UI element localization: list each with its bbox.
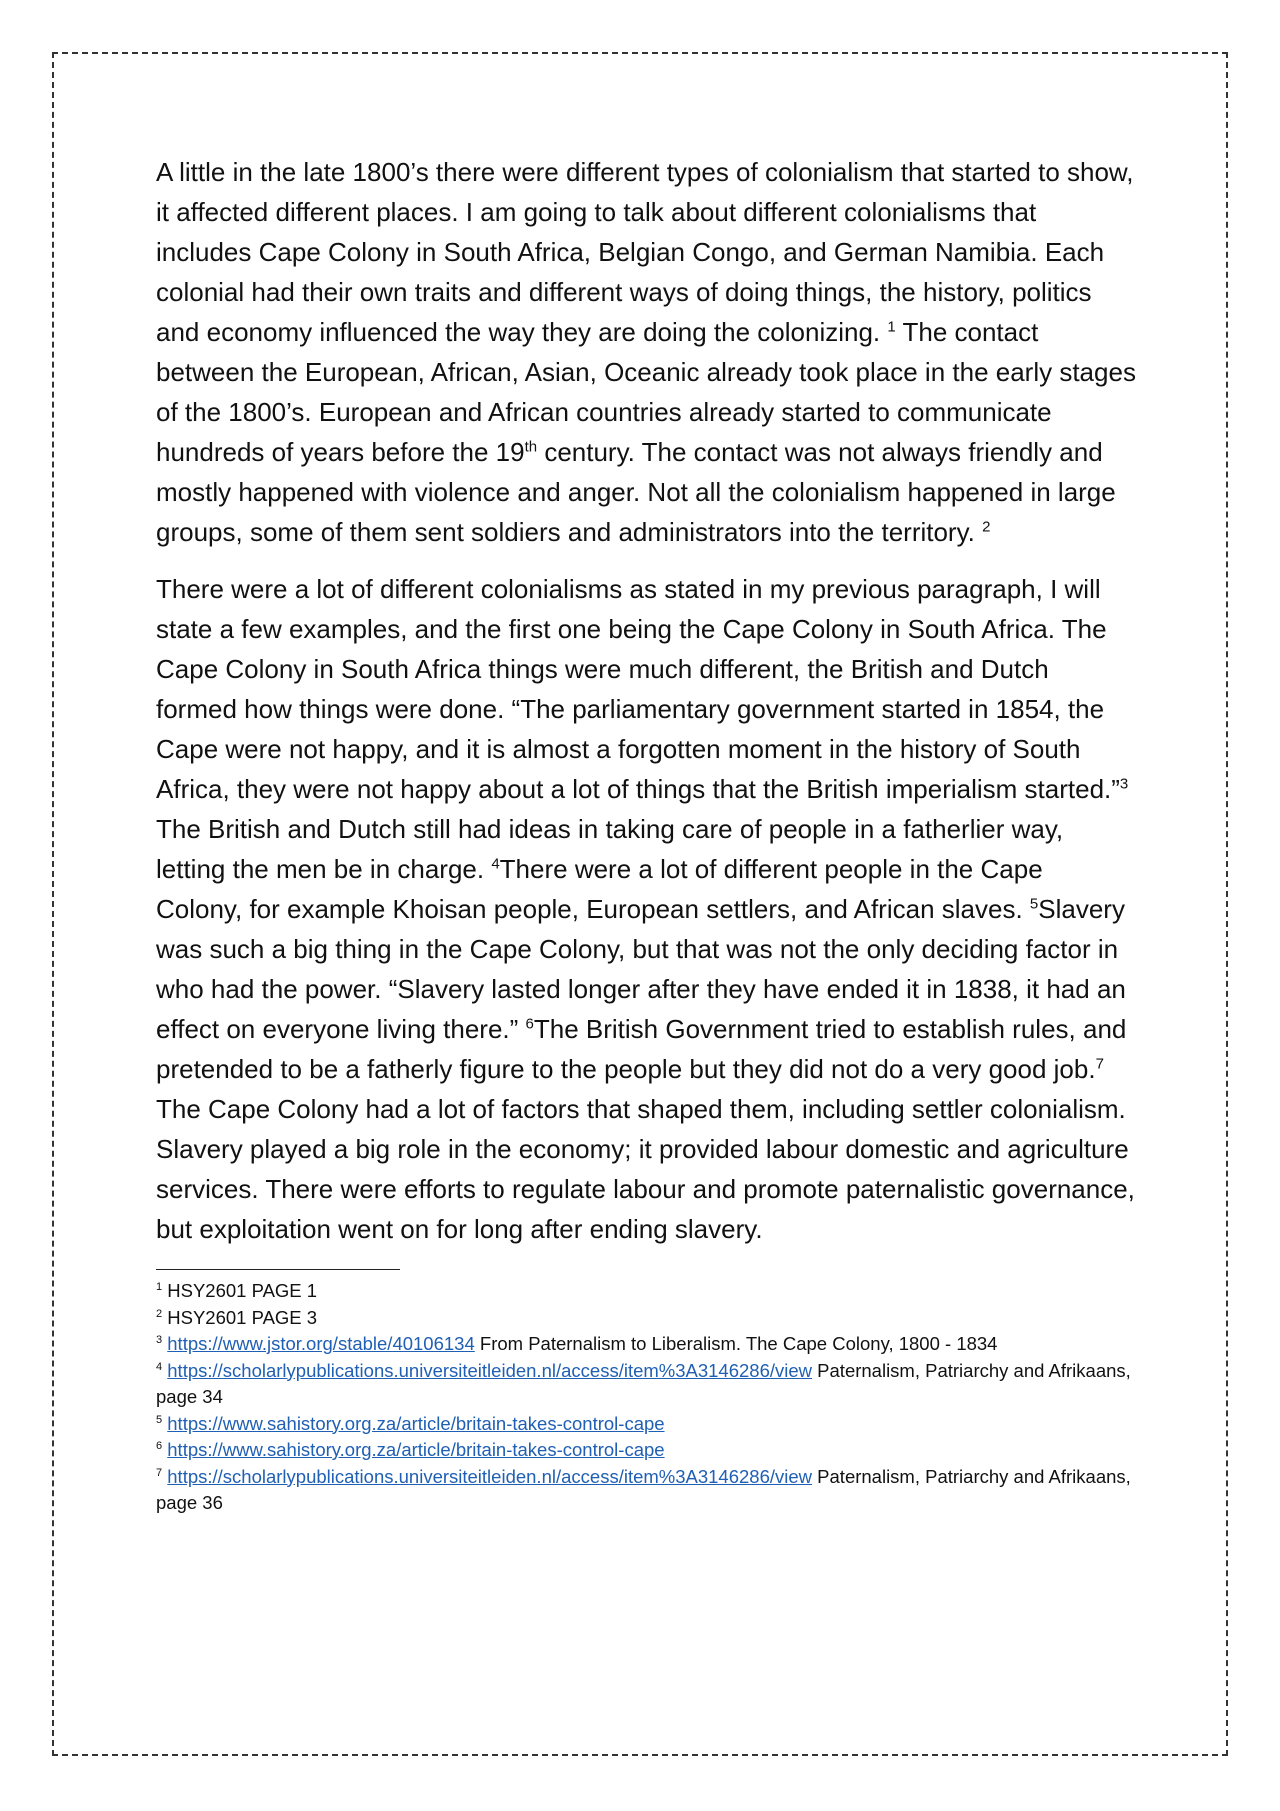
footnote-text: Paternalism, Patriarchy and Afrikaans, page 34 bbox=[156, 1359, 1131, 1407]
paragraph-text: A little in the late 1800’s there were different types of colonialism that started to show, it affected different places. I am going to talk about different colonialisms that includes Cape Colony in South Africa, Belgian Congo, and German Namibia. Each colonial had their own traits and different ways of doing things, the history, politics and economy influenced the way they are doing the colonizing. bbox=[156, 157, 1134, 347]
paragraph-text: The contact between the European, African, Asian, Oceanic already took place in the early stages of the 1800’s. European and African countries already started to communicate hundreds of years before the 19 bbox=[156, 317, 1136, 467]
footnote-number: 6 bbox=[156, 1439, 163, 1452]
footnote-link[interactable]: https://www.sahistory.org.za/article/britain-takes-control-cape bbox=[167, 1439, 665, 1460]
footnote-1 bbox=[156, 1278, 1136, 1305]
paragraph-text: The British and Dutch still had ideas in taking care of people in a fatherlier way, letting the men be in charge. bbox=[156, 814, 1064, 884]
footnote-7 bbox=[156, 1464, 1136, 1517]
paragraph-text: The British Government tried to establish rules, and pretended to be a fatherly figure to the people but they did not do a very good job. bbox=[156, 1014, 1127, 1084]
body-text bbox=[156, 152, 1136, 1249]
paragraph-text: There were a lot of different colonialisms as stated in my previous paragraph, I will state a few examples, and the first one being the Cape Colony in South Africa. The Cape Colony in South Africa things were much different, the British and Dutch formed how things were done. “The parliamentary government started in 1854, the Cape were not happy, and it is almost a forgotten moment in the history of South Africa, they were not happy about a lot of things that the British imperialism started.” bbox=[156, 574, 1120, 804]
footnote-text: From Paternalism to Liberalism. The Cape Colony, 1800 - 1834 bbox=[474, 1333, 998, 1354]
footnote-text: Paternalism, Patriarchy and Afrikaans, page 36 bbox=[156, 1465, 1131, 1513]
footnote-link[interactable]: https://www.sahistory.org.za/article/britain-takes-control-cape bbox=[167, 1412, 665, 1434]
footnote-separator bbox=[156, 1269, 400, 1270]
footnote-link[interactable]: https://scholarlypublications.universiteitleiden.nl/access/item%3A3146286/view bbox=[167, 1465, 813, 1487]
footnote-number: 1 bbox=[156, 1280, 163, 1293]
footnote-ref-th: th bbox=[524, 438, 538, 456]
paragraph-2 bbox=[156, 569, 1136, 1249]
footnote-number: 5 bbox=[156, 1413, 163, 1426]
footnote-ref-1: 1 bbox=[887, 318, 896, 336]
paragraph-text: century. The contact was not always friendly and mostly happened with violence and anger. Not all the colonialism happened in large groups, some of them sent soldiers and administrators into the territory. bbox=[156, 437, 1116, 547]
footnote-number: 7 bbox=[156, 1466, 163, 1479]
footnote-6 bbox=[156, 1437, 1136, 1464]
footnote-ref-5: 5 bbox=[1029, 895, 1039, 913]
paragraph-text: Slavery was such a big thing in the Cape Colony, but that was not the only deciding factor in who had the power. “Slavery lasted longer after they have ended it in 1838, it had an effect on everyone living there.” bbox=[156, 894, 1126, 1044]
document-body bbox=[156, 152, 1136, 1517]
footnote-5 bbox=[156, 1411, 1136, 1438]
footnotes bbox=[156, 1278, 1136, 1517]
paragraph-text: The Cape Colony had a lot of factors that shaped them, including settler colonialism. Slavery played a big role in the economy; it provided labour domestic and agriculture services. There were efforts to regulate labour and promote paternalistic governance, but exploitation went on for long after ending slavery. bbox=[156, 1094, 1135, 1244]
footnote-2 bbox=[156, 1305, 1136, 1332]
footnote-text: HSY2601 PAGE 1 bbox=[167, 1280, 318, 1301]
footnote-link[interactable]: https://www.jstor.org/stable/40106134 bbox=[167, 1333, 475, 1354]
footnote-ref-2: 2 bbox=[982, 518, 991, 536]
footnote-number: 4 bbox=[156, 1360, 163, 1373]
footnote-ref-6: 6 bbox=[525, 1015, 534, 1033]
footnote-number: 3 bbox=[156, 1333, 163, 1346]
paragraph-text: There were a lot of different people in the Cape Colony, for example Khoisan people, European settlers, and African slaves. bbox=[156, 854, 1043, 924]
footnote-number: 2 bbox=[156, 1307, 163, 1320]
footnote-ref-7: 7 bbox=[1095, 1055, 1104, 1073]
footnote-3 bbox=[156, 1331, 1136, 1358]
footnote-ref-3: 3 bbox=[1119, 775, 1129, 793]
footnote-link[interactable]: https://scholarlypublications.universiteitleiden.nl/access/item%3A3146286/view bbox=[167, 1359, 813, 1381]
paragraph-1 bbox=[156, 152, 1136, 552]
footnote-4 bbox=[156, 1358, 1136, 1411]
footnote-ref-4: 4 bbox=[491, 855, 500, 873]
footnote-text: HSY2601 PAGE 3 bbox=[167, 1306, 318, 1328]
